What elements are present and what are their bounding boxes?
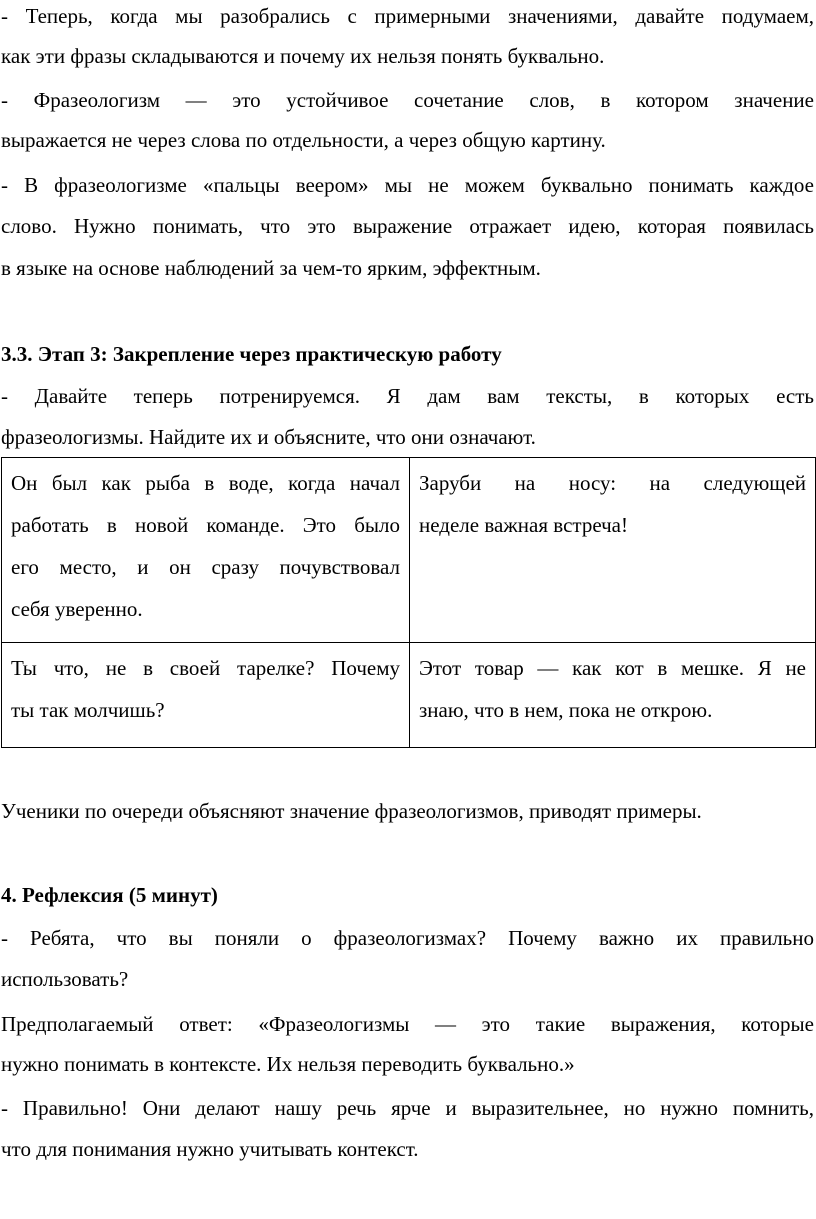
intro-paragraph-3-line-2: слово. Нужно понимать, что это выражение отражает идею, которая появилась bbox=[1, 214, 814, 238]
table-cell bbox=[2, 458, 410, 643]
stage3-task-line-1: - Давайте теперь потренируемся. Я дам вам тексты, в которых есть bbox=[1, 384, 814, 408]
intro-paragraph-2-line-1: - Фразеологизм — это устойчивое сочетание слов, в котором значение bbox=[1, 88, 814, 112]
cell-text-line: Он был как рыба в воде, когда начал bbox=[11, 471, 400, 495]
table-row bbox=[2, 643, 816, 748]
stage3-task-line-2: фразеологизмы. Найдите их и объясните, что они означают. bbox=[1, 425, 536, 449]
intro-paragraph-2-line-2: выражается не через слова по отдельности, а через общую картину. bbox=[1, 128, 606, 152]
after-table-note: Ученики по очереди объясняют значение фразеологизмов, приводят примеры. bbox=[1, 799, 702, 823]
reflection-question-line-2: использовать? bbox=[1, 967, 129, 991]
reflection-question-line-1: - Ребята, что вы поняли о фразеологизмах? Почему важно их правильно bbox=[1, 926, 814, 950]
cell-text-line: Заруби на носу: на следующей bbox=[419, 471, 806, 495]
reflection-conclusion-line-2: что для понимания нужно учитывать контекст. bbox=[1, 1137, 419, 1161]
cell-text-line: его место, и он сразу почувствовал bbox=[11, 555, 400, 579]
reflection-heading: 4. Рефлексия (5 минут) bbox=[1, 883, 218, 907]
reflection-answer-line-2: нужно понимать в контексте. Их нельзя переводить буквально.» bbox=[1, 1052, 575, 1076]
cell-text-line: Этот товар — как кот в мешке. Я не bbox=[419, 656, 806, 680]
cell-text-line: неделе важная встреча! bbox=[419, 513, 628, 537]
intro-paragraph-1-line-2: как эти фразы складываются и почему их нельзя понять буквально. bbox=[1, 44, 605, 68]
table-row bbox=[2, 458, 816, 643]
reflection-conclusion-line-1: - Правильно! Они делают нашу речь ярче и выразительнее, но нужно помнить, bbox=[1, 1096, 814, 1120]
cell-text-line: себя уверенно. bbox=[11, 597, 143, 621]
exercise-table bbox=[1, 457, 816, 748]
stage3-heading: 3.3. Этап 3: Закрепление через практическую работу bbox=[1, 342, 502, 366]
cell-text-line: ты так молчишь? bbox=[11, 698, 165, 722]
intro-paragraph-1-line-1: - Теперь, когда мы разобрались с примерными значениями, давайте подумаем, bbox=[1, 4, 814, 28]
intro-paragraph-3-line-1: - В фразеологизме «пальцы веером» мы не можем буквально понимать каждое bbox=[1, 173, 814, 197]
reflection-answer-line-1: Предполагаемый ответ: «Фразеологизмы — это такие выражения, которые bbox=[1, 1012, 814, 1036]
table-cell bbox=[410, 458, 816, 643]
table-cell bbox=[2, 643, 410, 748]
cell-text-line: знаю, что в нем, пока не открою. bbox=[419, 698, 713, 722]
cell-text-line: Ты что, не в своей тарелке? Почему bbox=[11, 656, 400, 680]
table-cell bbox=[410, 643, 816, 748]
cell-text-line: работать в новой команде. Это было bbox=[11, 513, 400, 537]
intro-paragraph-3-line-3: в языке на основе наблюдений за чем-то ярким, эффектным. bbox=[1, 256, 541, 280]
